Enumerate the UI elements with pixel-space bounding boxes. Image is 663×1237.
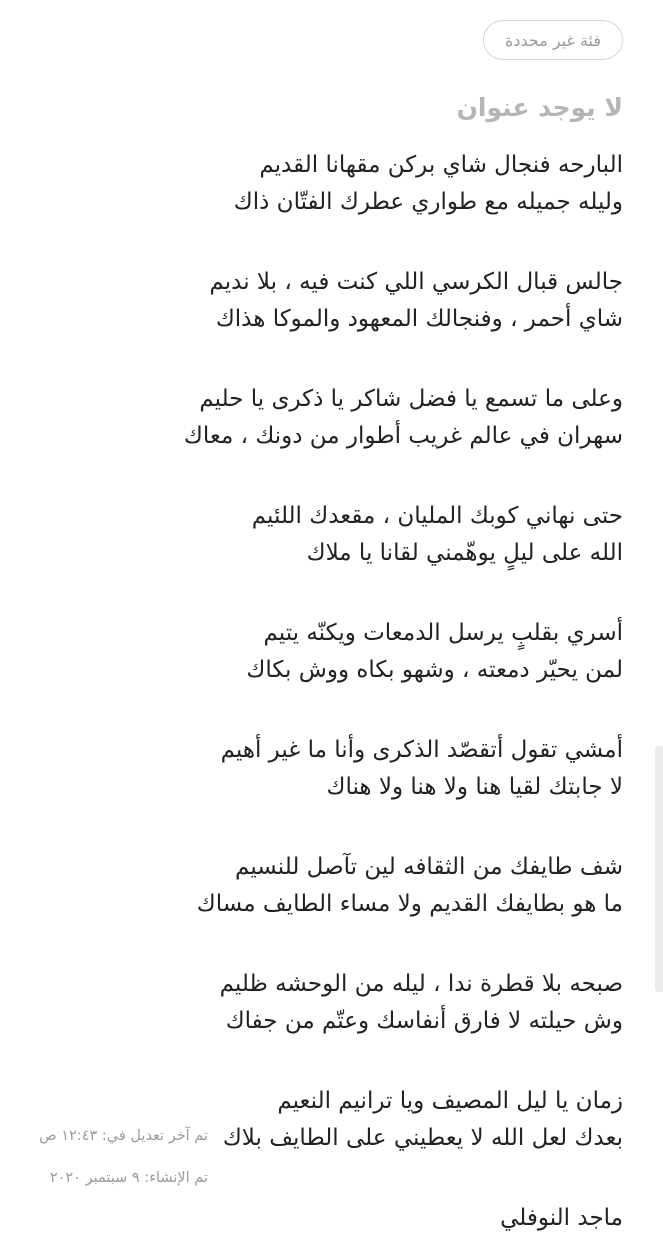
poem-line: لا جابتك لقيا هنا ولا هنا ولا هناك	[326, 774, 623, 800]
poem-line: وليله جميله مع طواري عطرك الفتّان ذاك	[233, 189, 623, 215]
poem-line: أسري بقلبٍ يرسل الدمعات ويكنّه يتيم	[263, 620, 623, 646]
poem-stanza	[33, 1083, 623, 1157]
poem-line: أمشي تقول أتقصّد الذكرى وأنا ما غير أهيم	[220, 737, 623, 763]
poem-stanza	[33, 849, 623, 923]
poem-signature: ماجد النوفلي	[500, 1205, 623, 1231]
poem-stanza	[33, 147, 623, 221]
poem-stanza	[33, 381, 623, 455]
poem-stanza	[33, 498, 623, 572]
poem-line: جالس قبال الكرسي اللي كنت فيه ، بلا نديم	[209, 269, 623, 295]
poem-stanza	[33, 966, 623, 1040]
poem-line: لمن يحيّر دمعته ، وشهو بكاه ووش بكاك	[246, 657, 623, 683]
poem-line: صبحه بلا قطرة ندا ، ليله من الوحشه ظليم	[219, 971, 623, 997]
poem-line: البارحه فنجال شاي بركن مقهانا القديم	[259, 152, 623, 178]
note-body[interactable]	[33, 147, 623, 1237]
poem-line: ما هو بطايفك القديم ولا مساء الطايف مساك	[196, 891, 623, 917]
poem-line: حتى نهاني كوبك المليان ، مقعدك اللئيم	[251, 503, 623, 529]
last-modified-timestamp: تم آخر تعديل في: ١٢:٤٣ ص	[39, 1128, 208, 1144]
poem-line: وعلى ما تسمع يا فضل شاكر يا ذكرى يا حليم	[199, 386, 623, 412]
poem-line: وش حيلته لا فارق أنفاسك وعتّم من جفاك	[225, 1008, 623, 1034]
poem-line: شف طايفك من الثقافه لين تآصل للنسيم	[235, 854, 623, 880]
scrollbar-handle[interactable]	[655, 746, 663, 992]
category-button[interactable]: فئة غير محددة	[483, 20, 623, 60]
note-title[interactable]: لا يوجد عنوان	[456, 93, 623, 122]
poem-line: الله على ليلٍ يوهّمني لقانا يا ملاك	[306, 540, 623, 566]
poem-stanza	[33, 732, 623, 806]
poem-stanza	[33, 264, 623, 338]
poem-stanza	[33, 615, 623, 689]
poem-line: زمان يا ليل المصيف ويا ترانيم النعيم	[277, 1088, 623, 1114]
created-timestamp: تم الإنشاء: ٩ سبتمبر ٢٠٢٠	[49, 1170, 208, 1186]
poem-line: شاي أحمر ، وفنجالك المعهود والموكا هذاك	[215, 306, 623, 332]
poem-line: سهران في عالم غريب أطوار من دونك ، معاك	[183, 423, 623, 449]
poem-line: بعدك لعل الله لا يعطيني على الطايف بلاك	[222, 1125, 623, 1151]
